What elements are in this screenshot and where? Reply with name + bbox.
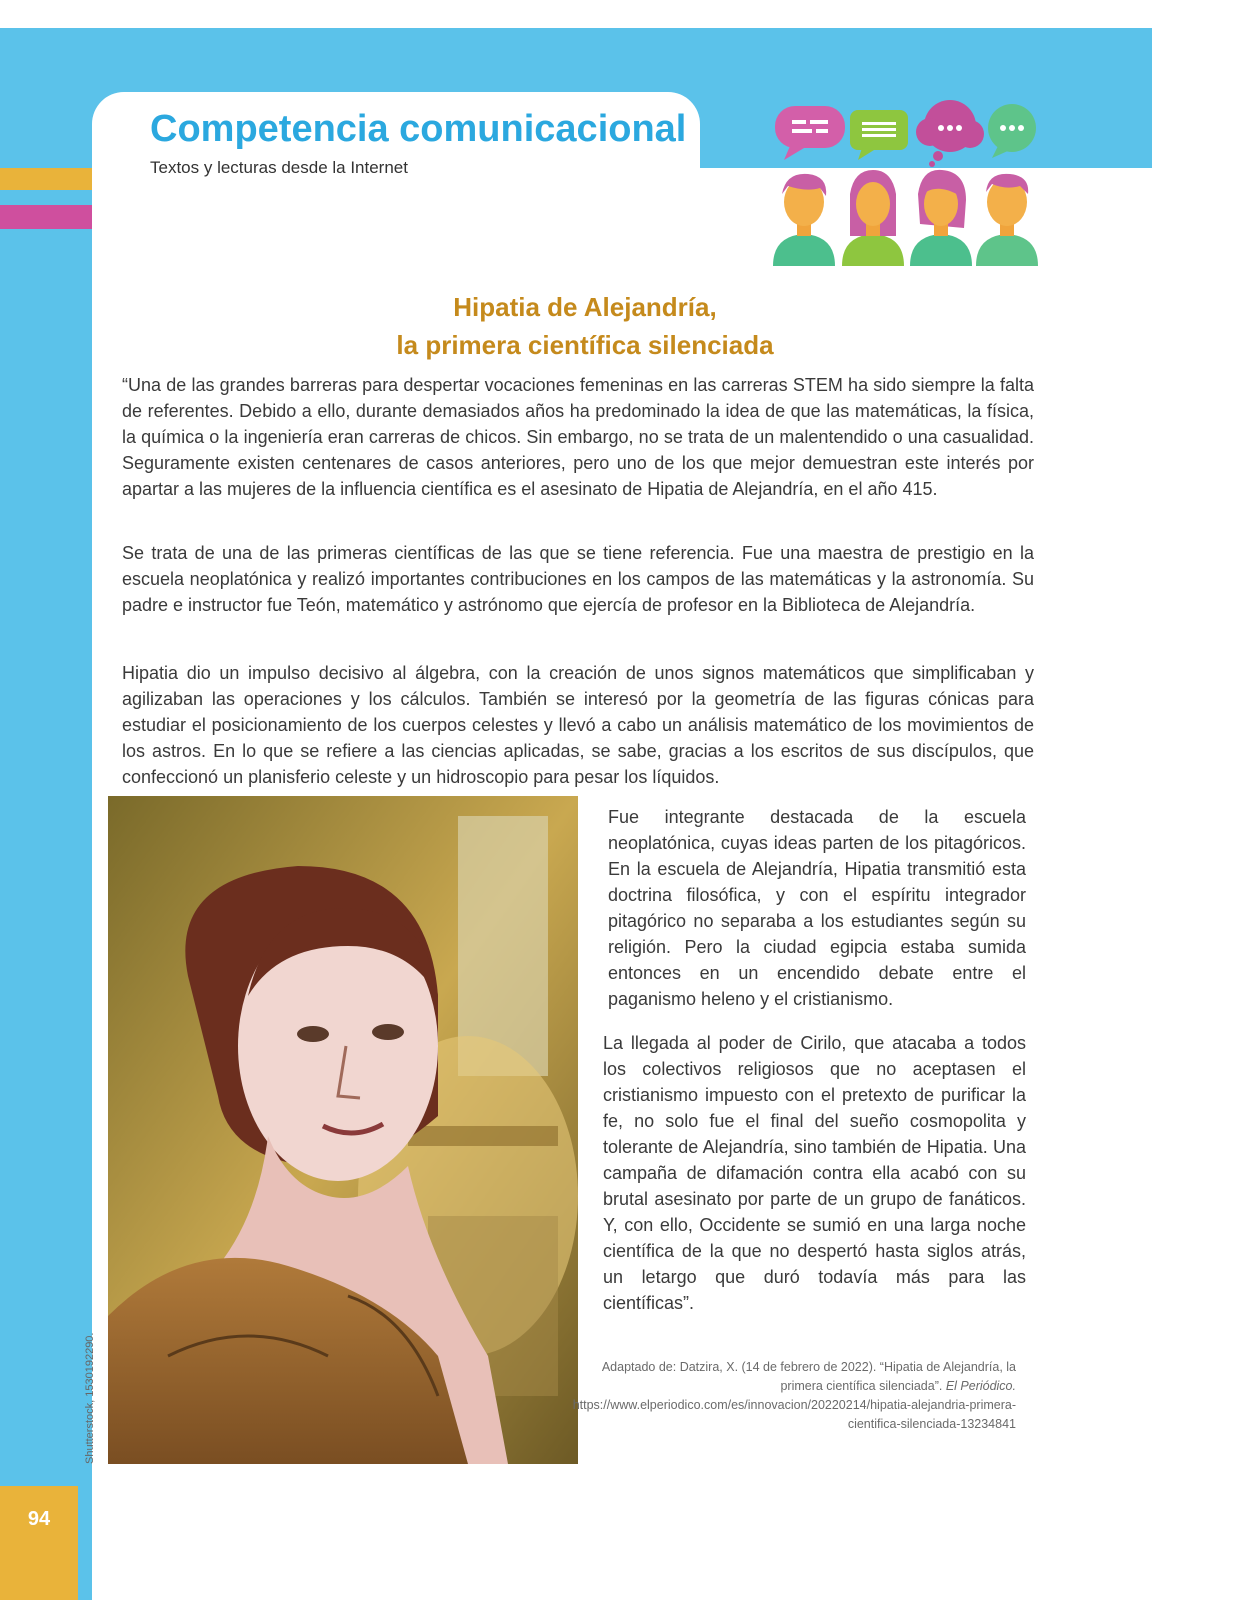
article-title-line-1: Hipatia de Alejandría, [453, 292, 717, 322]
source-label: Adaptado de: [601, 1360, 677, 1374]
hipatia-portrait-image [108, 796, 578, 1464]
person-female-icon [910, 170, 972, 266]
paragraph-3: Hipatia dio un impulso decisivo al álgebra, con la creación de unos signos matemáticos que simplificaban y agilizaban las operaciones y los cálculos. También se interesó por la geometría de las figuras cónicas para estudiar el posicionamiento de los cuerpos celestes y llevó a cabo un análisis matemático de los movimientos de los astros. En lo que se refiere a las ciencias aplicadas, se sabe, gracias a los escritos de sus discípulos, que confeccionó un planisferio celeste y un hidroscopio para pesar los líquidos. [122, 663, 1034, 787]
speech-bubble-pink-icon [775, 106, 845, 160]
section-subtitle: Textos y lecturas desde la Internet [150, 158, 408, 177]
source-url-link[interactable]: https://www.elperiodico.com/es/innovacion/20220214/hipatia-alejandria-primera-cientifica-silenciada-13234841 [572, 1398, 1016, 1431]
page-number-tab [0, 1486, 78, 1600]
source-citation [560, 1358, 1016, 1434]
yellow-stripe [0, 168, 92, 190]
person-male-icon [773, 174, 835, 266]
image-credit: Shutterstock, 1530192290. [84, 1332, 96, 1464]
source-reference: Datzira, X. (14 de febrero de 2022). “Hipatia de Alejandría, la primera científica silenciada”. [679, 1360, 1016, 1393]
section-title: Competencia comunicacional [150, 108, 687, 150]
person-female-icon [842, 170, 904, 266]
source-publication: El Periódico. [945, 1379, 1016, 1393]
pink-stripe [0, 205, 92, 229]
paragraph-2: Se trata de una de las primeras científicas de las que se tiene referencia. Fue una maestra de prestigio en la escuela neoplatónica y realizó importantes contribuciones en los campos de las matemáticas y la astronomía. Su padre e instructor fue Teón, matemático y astrónomo que ejercía de profesor en la Biblioteca de Alejandría. [122, 543, 1034, 615]
people-chat-illustration [770, 96, 1040, 276]
page-number: 94 [27, 1508, 51, 1530]
paragraph-5: La llegada al poder de Cirilo, que atacaba a todos los colectivos religiosos que no aceptasen el cristianismo impuesto con el pretexto de purificar la fe, no solo fue el final del sueño cosmopolita y tolerante de Alejandría, sino también de Hipatia. Una campaña de difamación contra ella acabó con su brutal asesinato por parte de un grupo de fanáticos. Y, con ello, Occidente se sumió en una larga noche científica de la que no despertó hasta siglos atrás, un letargo que duró todavía más para las científicas”. [603, 1033, 1026, 1313]
article-title [300, 288, 870, 364]
left-margin-band [0, 28, 92, 1600]
paragraph-4: Fue integrante destacada de la escuela neoplatónica, cuyas ideas parten de los pitagóricos. En la escuela de Alejandría, Hipatia transmitió esta doctrina filosófica, y con el espíritu integrador pitagórico no separaba a los estudiantes según su religión. Pero la ciudad egipcia estaba sumida entonces en un encendido debate entre el paganismo heleno y el cristianismo. [608, 807, 1026, 1009]
paragraph-1: “Una de las grandes barreras para despertar vocaciones femeninas en las carreras STEM ha sido siempre la falta de referentes. Debido a ello, durante demasiados años ha predominado la idea de que las matemáticas, la física, la química o la ingeniería eran carreras de chicos. Sin embargo, no se trata de un malentendido o una casualidad. Seguramente existen centenares de casos anteriores, pero uno de los que mejor demuestran este interés por apartar a las mujeres de la influencia científica es el asesinato de Hipatia de Alejandría, en el año 415. [122, 375, 1034, 499]
speech-bubble-teal-icon [988, 104, 1036, 158]
article-title-line-2: la primera científica silenciada [396, 330, 774, 360]
thought-bubble-magenta-icon [916, 100, 984, 167]
person-male-icon [976, 174, 1038, 266]
speech-bubble-green-icon [850, 110, 908, 160]
